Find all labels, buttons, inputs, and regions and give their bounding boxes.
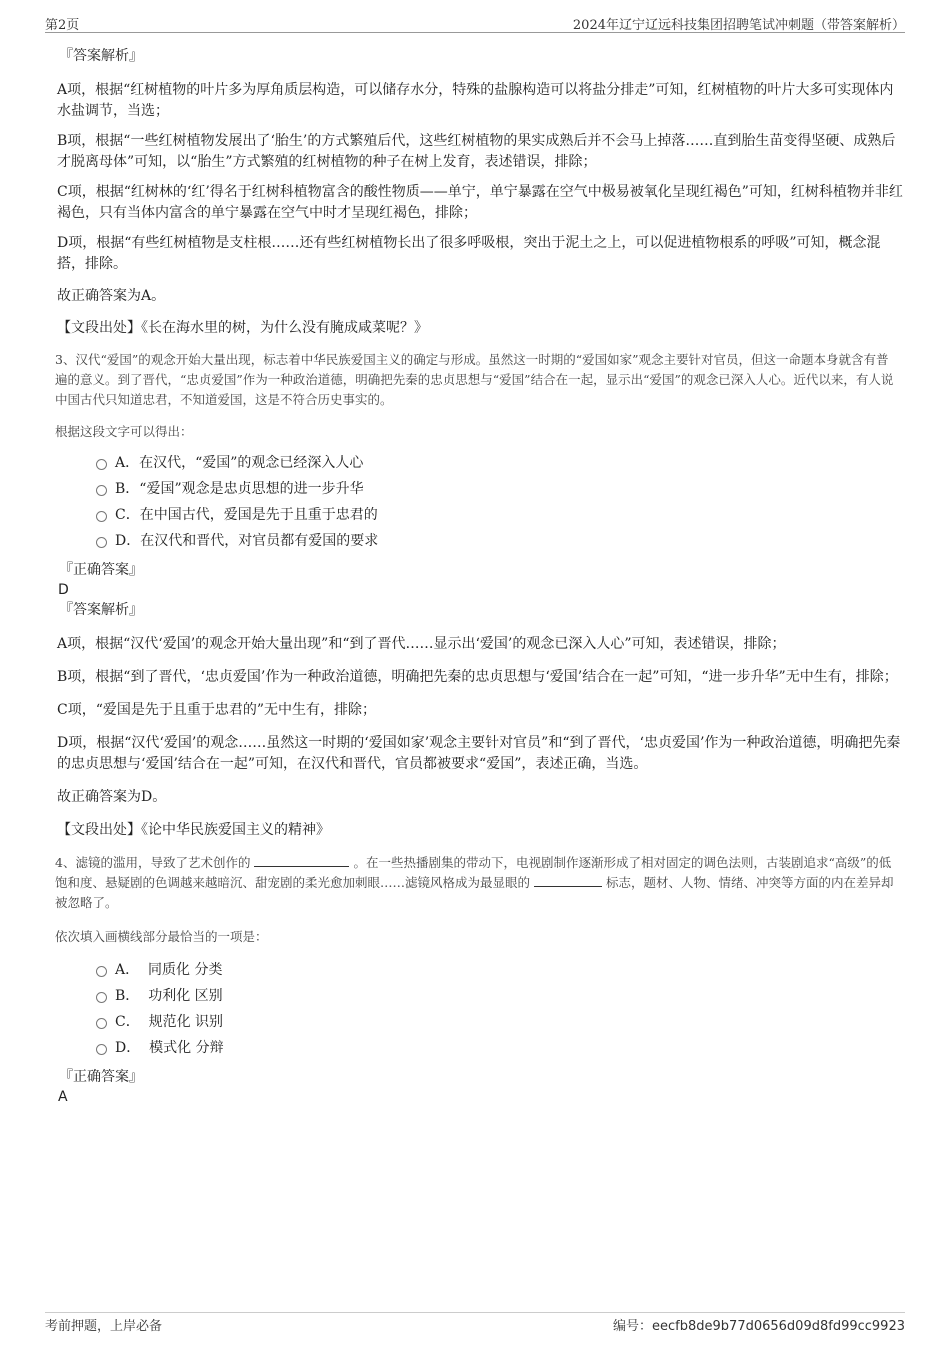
explanation-c: C项，“爱国是先于且重于忠君的”无中生有，排除； xyxy=(57,702,377,718)
question-4-prompt: 依次填入画横线部分最恰当的一项是： xyxy=(55,929,268,944)
conclusion: 故正确答案为A。 xyxy=(57,288,166,304)
source-reference: 【文段出处】《论中华民族爱国主义的精神》 xyxy=(57,822,330,838)
radio-button[interactable] xyxy=(96,1018,107,1029)
option-label: C． 规范化 识别 xyxy=(115,1014,224,1030)
option-c[interactable] xyxy=(57,1009,907,1035)
explanation-d: D项，根据“汉代‘爱国’的观念……虽然这一时期的‘爱国如家’观念主要针对官员”和“到了晋代，‘忠贞爱国’作为一种政治道德，明确把先秦的忠贞思想与‘爱国’结合在一起”可知，在汉代和晋代，官员都被要求“爱国”，表述正确，当选。 xyxy=(57,735,901,772)
page-number: 第2页 xyxy=(45,18,80,33)
document-title: 2024年辽宁辽远科技集团招聘笔试冲刺题（带答案解析） xyxy=(572,18,905,33)
explanation-b: B项，根据“到了晋代，‘忠贞爱国’作为一种政治道德，明确把先秦的忠贞思想与‘爱国’结合在一起”可知，“进一步升华”无中生有，排除； xyxy=(57,669,898,685)
option-label: C．在中国古代，爱国是先于且重于忠君的 xyxy=(115,507,378,523)
page-footer xyxy=(45,1312,905,1334)
radio-button[interactable] xyxy=(96,992,107,1003)
option-b[interactable] xyxy=(57,476,907,502)
radio-button[interactable] xyxy=(96,537,107,548)
radio-button[interactable] xyxy=(96,459,107,470)
question-3-options xyxy=(57,450,907,554)
fill-blank-1[interactable] xyxy=(254,854,349,867)
explanation-b: B项，根据“一些红树植物发展出了‘胎生’的方式繁殖后代，这些红树植物的果实成熟后并不会马上掉落……直到胎生苗变得坚硬、成熟后才脱离母体”可知，以“胎生”方式繁殖的红树植物的种子在树上发育，表述错误，排除； xyxy=(57,133,896,170)
option-a[interactable] xyxy=(57,450,907,476)
correct-answer: A xyxy=(58,1089,68,1105)
question-3-prompt: 根据这段文字可以得出： xyxy=(55,424,193,439)
option-label: D．在汉代和晋代，对官员都有爱国的要求 xyxy=(115,533,379,549)
option-label: B． 功利化 区别 xyxy=(115,988,223,1004)
document-code xyxy=(613,1315,905,1334)
radio-button[interactable] xyxy=(96,1044,107,1055)
explanation-label: 『答案解析』 xyxy=(59,602,143,618)
option-d[interactable] xyxy=(57,1035,907,1061)
correct-answer: D xyxy=(58,582,69,598)
question-4-options xyxy=(57,957,907,1061)
footer-slogan: 考前押题，上岸必备 xyxy=(45,1319,163,1334)
code-value: eecfb8de9b77d0656d09d8fd99cc9923 xyxy=(652,1319,905,1334)
option-label: A． 同质化 分类 xyxy=(115,962,223,978)
option-a[interactable] xyxy=(57,957,907,983)
option-label: D． 模式化 分辩 xyxy=(115,1040,224,1056)
document-body xyxy=(57,46,907,1107)
option-c[interactable] xyxy=(57,502,907,528)
explanation-a: A项，根据“红树植物的叶片多为厚角质层构造，可以储存水分，特殊的盐腺构造可以将盐分排走”可知，红树植物的叶片大多可实现体内水盐调节，当选； xyxy=(57,82,894,119)
radio-button[interactable] xyxy=(96,511,107,522)
radio-button[interactable] xyxy=(96,485,107,496)
option-d[interactable] xyxy=(57,528,907,554)
question-4-text xyxy=(55,853,897,913)
page-header xyxy=(45,12,905,33)
source-reference: 【文段出处】《长在海水里的树，为什么没有腌成咸菜呢？》 xyxy=(57,320,428,336)
option-b[interactable] xyxy=(57,983,907,1009)
question-4-text-part2: 。在一些热播剧集的带动下，电视剧制作逐渐形成了相对固定的调色法则，古装剧追求“高级”的低饱和度、悬疑剧的色调越来越暗沉、甜宠剧的柔光愈加刺眼……滤镜风格成为最显眼的 xyxy=(55,855,892,890)
conclusion: 故正确答案为D。 xyxy=(57,789,167,805)
question-3-text: 3、汉代“爱国”的观念开始大量出现，标志着中华民族爱国主义的确定与形成。虽然这一时期的“爱国如家”观念主要针对官员，但这一命题本身就含有普遍的意义。到了晋代，“忠贞爱国”作为一种政治道德，明确把先秦的忠贞思想与“爱国”结合在一起，显示出“爱国”的观念已深入人心。近代以来，有人说中国古代只知道忠君，不知道爱国，这是不符合历史事实的。 xyxy=(55,352,894,407)
explanation-a: A项，根据“汉代‘爱国’的观念开始大量出现”和“到了晋代……显示出‘爱国’的观念已深入人心”可知，表述错误，排除； xyxy=(57,636,786,652)
explanation-d: D项，根据“有些红树植物是支柱根……还有些红树植物长出了很多呼吸根，突出于泥土之上，可以促进植物根系的呼吸”可知，概念混搭，排除。 xyxy=(57,235,881,272)
correct-answer-label: 『正确答案』 xyxy=(59,562,143,578)
radio-button[interactable] xyxy=(96,966,107,977)
fill-blank-2[interactable] xyxy=(534,874,602,887)
question-4-text-part3: 标志，题材、人物、情绪、冲突等方面的内在差异却被忽略了。 xyxy=(55,875,894,910)
correct-answer-label: 『正确答案』 xyxy=(59,1069,143,1085)
question-4-text-part1: 4、滤镜的滥用，导致了艺术创作的 xyxy=(55,855,251,870)
option-label: B．“爱国”观念是忠贞思想的进一步升华 xyxy=(115,481,364,497)
option-label: A．在汉代，“爱国”的观念已经深入人心 xyxy=(115,455,364,471)
explanation-c: C项，根据“红树林的‘红’得名于红树科植物富含的酸性物质——单宁，单宁暴露在空气中极易被氧化呈现红褐色”可知，红树科植物并非红褐色，只有当体内富含的单宁暴露在空气中时才呈现红褐色，排除； xyxy=(57,184,903,221)
code-label: 编号： xyxy=(613,1319,653,1334)
explanation-label: 『答案解析』 xyxy=(59,48,143,64)
